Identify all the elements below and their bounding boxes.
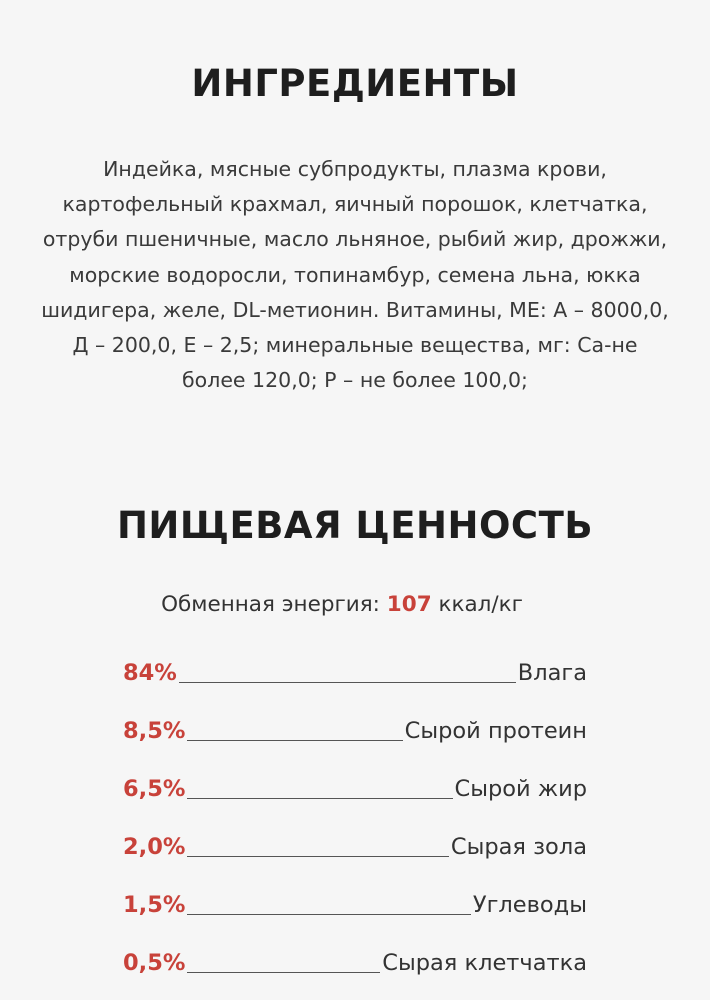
ingredients-line: отруби пшеничные, масло льняное, рыбий жир, дрожжи, [42,227,668,252]
leader-line [187,914,470,915]
nutrient-percent: 84% [123,660,177,686]
energy-unit: ккал/кг [438,592,523,617]
nutrient-name: Сырая клетчатка [382,950,587,976]
ingredients-line: картофельный крахмал, яичный порошок, клетчатка, [62,192,648,217]
nutrient-percent: 2,0% [123,834,186,860]
nutrient-row-ash [123,826,587,860]
ingredients-title: ИНГРЕДИЕНТЫ [191,62,519,105]
nutrient-name: Сырая зола [450,834,587,860]
leader-line [179,682,516,683]
ingredients-text [30,152,680,398]
nutrient-percent: 1,5% [123,892,186,918]
leader-line [187,972,380,973]
nutrient-percent: 0,5% [123,950,186,976]
energy-value: 107 [386,592,432,617]
ingredients-line: Индейка, мясные субпродукты, плазма крови, [103,157,607,181]
nutrient-name: Сырой протеин [404,718,587,744]
nutrient-row-protein [123,710,587,744]
ingredients-line: Д – 200,0, Е – 2,5; минеральные вещества, мг: Са-не [72,333,638,358]
leader-line [187,740,402,741]
nutrient-name: Сырой жир [454,776,587,802]
energy-label: Обменная энергия: [161,592,380,617]
nutrient-name: Углеводы [472,892,587,918]
ingredients-line: морские водоросли, топинамбур, семена льна, юкка [69,262,641,287]
leader-line [187,856,448,857]
ingredients-line: более 120,0; Р – не более 100,0; [182,368,528,393]
leader-line [187,798,452,799]
ingredients-line: шидигера, желе, DL-метионин. Витамины, МЕ: А – 8000,0, [41,297,669,322]
nutrient-row-carbohydrates [123,884,587,918]
nutrition-title: ПИЩЕВАЯ ЦЕННОСТЬ [116,504,594,547]
nutrient-row-fiber [123,942,587,976]
energy-line [0,592,684,617]
nutrient-row-fat [123,768,587,802]
nutrient-percent: 8,5% [123,718,186,744]
nutrient-row-moisture [123,652,587,686]
nutrient-percent: 6,5% [123,776,186,802]
nutrient-name: Влага [517,660,587,686]
